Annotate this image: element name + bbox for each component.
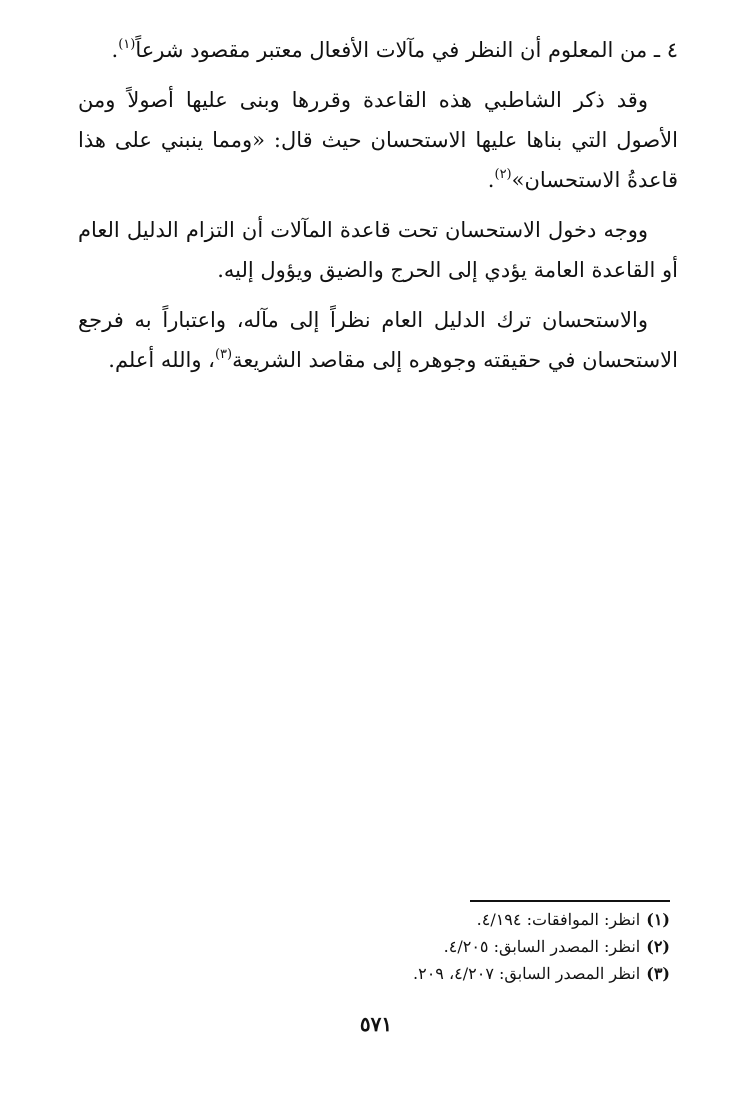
footnote-3 xyxy=(200,960,670,987)
footnote-1-text: انظر: الموافقات: ٤/١٩٤. xyxy=(476,910,641,929)
footnote-3-number: (٣) xyxy=(646,964,670,983)
paragraph-4-end: ، والله أعلم. xyxy=(108,348,215,372)
footnote-2-text: انظر: المصدر السابق: ٤/٢٠٥. xyxy=(443,937,641,956)
footnote-2-number: (٢) xyxy=(646,937,670,956)
paragraph-3-text: ووجه دخول الاستحسان تحت قاعدة المآلات أن التزام الدليل العام أو القاعدة العامة يؤدي إلى الحرج والضيق ويؤول إليه. xyxy=(78,218,678,282)
footnote-1 xyxy=(200,906,670,933)
footnote-2 xyxy=(200,933,670,960)
page-number: ٥٧١ xyxy=(359,1012,393,1036)
footnote-ref-2: (٢) xyxy=(494,167,512,182)
paragraph-2-text: وقد ذكر الشاطبي هذه القاعدة وقررها وبنى عليها أصولاً ومن الأصول التي بناها عليها الاستحسان حيث قال: «ومما ينبني على هذا قاعدةُ الاستحسان» xyxy=(78,88,678,192)
paragraph-1-text: ٤ ـ من المعلوم أن النظر في مآلات الأفعال معتبر مقصود شرعاً xyxy=(135,38,678,62)
paragraph-2 xyxy=(78,80,678,200)
paragraph-4-text: والاستحسان ترك الدليل العام نظراً إلى مآله، واعتباراً به فرجع الاستحسان في حقيقته وجوهره إلى مقاصد الشريعة xyxy=(78,308,678,372)
paragraph-4 xyxy=(78,300,678,380)
footnote-separator xyxy=(470,900,670,902)
paragraph-3 xyxy=(78,210,678,290)
footnote-ref-3: (٣) xyxy=(214,347,233,362)
paragraph-2-end: . xyxy=(487,168,495,192)
main-text xyxy=(78,30,678,390)
footnote-1-number: (١) xyxy=(646,910,670,929)
paragraph-1-end: . xyxy=(111,38,119,62)
footnotes xyxy=(200,906,670,987)
footnote-ref-1: (١) xyxy=(118,37,136,52)
footnote-3-text: انظر المصدر السابق: ٤/٢٠٧، ٢٠٩. xyxy=(413,964,641,983)
paragraph-1 xyxy=(78,30,678,70)
